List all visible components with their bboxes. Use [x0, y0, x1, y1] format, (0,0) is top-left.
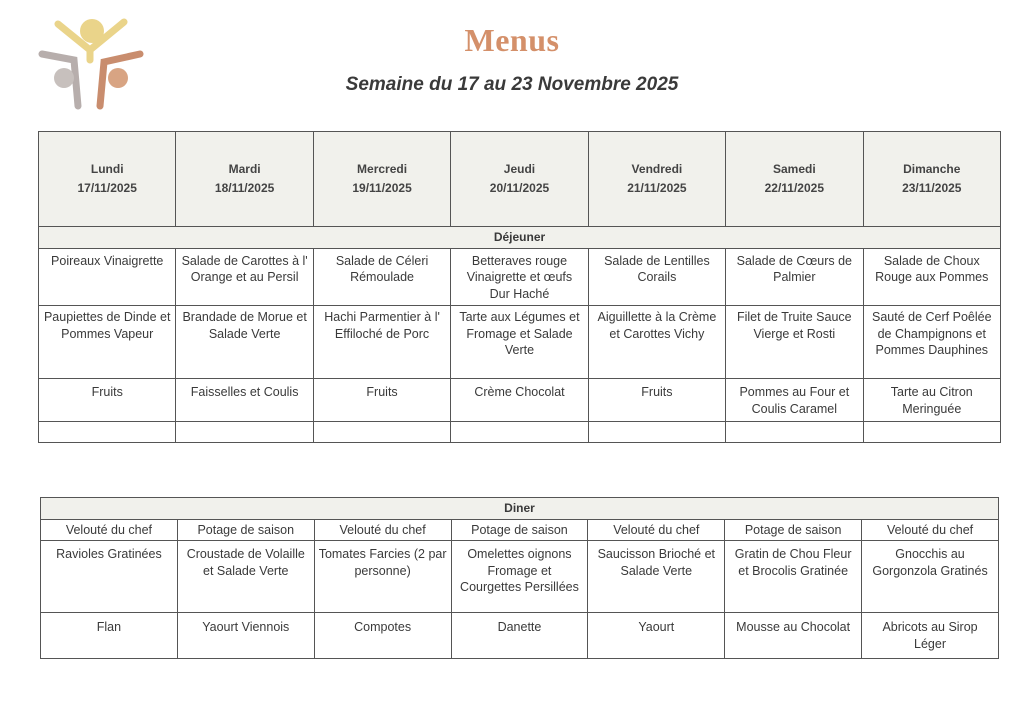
menu-cell: Betteraves rouge Vinaigrette et œufs Dur Haché: [451, 248, 588, 306]
day-header: Jeudi 20/11/2025: [451, 132, 588, 227]
page-title: Menus: [464, 22, 560, 58]
menu-cell: Potage de saison: [177, 519, 314, 541]
dinner-section-row: [41, 498, 999, 520]
dinner-label: Diner: [41, 498, 999, 520]
lunch-menu-table: [38, 131, 1001, 443]
empty-cell: [176, 422, 313, 443]
lunch-dessert-row: [39, 379, 1001, 422]
menu-cell: Sauté de Cerf Poêlée de Champignons et Pommes Dauphines: [863, 306, 1000, 379]
menu-cell: Poireaux Vinaigrette: [39, 248, 176, 306]
lunch-empty-row: [39, 422, 1001, 443]
menu-cell: Fruits: [588, 379, 725, 422]
dinner-dessert-row: [41, 613, 999, 659]
empty-cell: [313, 422, 450, 443]
menu-cell: Aiguillette à la Crème et Carottes Vichy: [588, 306, 725, 379]
menu-cell: Fruits: [313, 379, 450, 422]
menu-cell: Tarte aux Légumes et Fromage et Salade Verte: [451, 306, 588, 379]
menu-cell: Ravioles Gratinées: [41, 541, 178, 613]
dinner-main-row: [41, 541, 999, 613]
menu-cell: Velouté du chef: [41, 519, 178, 541]
menu-cell: Salade de Carottes à l' Orange et au Persil: [176, 248, 313, 306]
day-header: Mercredi 19/11/2025: [313, 132, 450, 227]
menu-cell: Crème Chocolat: [451, 379, 588, 422]
week-subtitle: Semaine du 17 au 23 Novembre 2025: [345, 74, 679, 95]
menu-cell: Salade de Céleri Rémoulade: [313, 248, 450, 306]
menu-cell: Tomates Farcies (2 par personne): [314, 541, 451, 613]
day-header: Vendredi 21/11/2025: [588, 132, 725, 227]
lunch-section-row: [39, 227, 1001, 249]
empty-cell: [863, 422, 1000, 443]
menu-cell: Gratin de Chou Fleur et Brocolis Gratinée: [725, 541, 862, 613]
menu-cell: Velouté du chef: [862, 519, 999, 541]
menu-cell: Danette: [451, 613, 588, 659]
menu-cell: Salade de Cœurs de Palmier: [726, 248, 863, 306]
menu-cell: Saucisson Brioché et Salade Verte: [588, 541, 725, 613]
day-header: Samedi 22/11/2025: [726, 132, 863, 227]
dinner-soup-row: [41, 519, 999, 541]
menu-cell: Salade de Lentilles Corails: [588, 248, 725, 306]
lunch-label: Déjeuner: [39, 227, 1001, 249]
menu-cell: Salade de Choux Rouge aux Pommes: [863, 248, 1000, 306]
menu-cell: Yaourt Viennois: [177, 613, 314, 659]
menu-cell: Croustade de Volaille et Salade Verte: [177, 541, 314, 613]
lunch-starter-row: [39, 248, 1001, 306]
menu-cell: Velouté du chef: [588, 519, 725, 541]
menu-cell: Pommes au Four et Coulis Caramel: [726, 379, 863, 422]
menu-cell: Gnocchis au Gorgonzola Gratinés: [862, 541, 999, 613]
days-header-row: [39, 132, 1001, 227]
menu-cell: Tarte au Citron Meringuée: [863, 379, 1000, 422]
day-header: Mardi 18/11/2025: [176, 132, 313, 227]
menu-cell: Abricots au Sirop Léger: [862, 613, 999, 659]
menu-cell: Fruits: [39, 379, 176, 422]
menu-cell: Velouté du chef: [314, 519, 451, 541]
menu-cell: Hachi Parmentier à l' Effiloché de Porc: [313, 306, 450, 379]
menu-cell: Flan: [41, 613, 178, 659]
menu-cell: Omelettes oignons Fromage et Courgettes Persillées: [451, 541, 588, 613]
menu-cell: Compotes: [314, 613, 451, 659]
empty-cell: [588, 422, 725, 443]
menu-cell: Potage de saison: [451, 519, 588, 541]
menu-cell: Potage de saison: [725, 519, 862, 541]
menu-cell: Paupiettes de Dinde et Pommes Vapeur: [39, 306, 176, 379]
day-header: Dimanche 23/11/2025: [863, 132, 1000, 227]
menu-cell: Brandade de Morue et Salade Verte: [176, 306, 313, 379]
empty-cell: [451, 422, 588, 443]
day-header: Lundi 17/11/2025: [39, 132, 176, 227]
empty-cell: [39, 422, 176, 443]
lunch-main-row: [39, 306, 1001, 379]
menu-cell: Filet de Truite Sauce Vierge et Rosti: [726, 306, 863, 379]
empty-cell: [726, 422, 863, 443]
menu-cell: Yaourt: [588, 613, 725, 659]
menu-cell: Faisselles et Coulis: [176, 379, 313, 422]
dinner-menu-table: [40, 497, 999, 659]
menu-cell: Mousse au Chocolat: [725, 613, 862, 659]
